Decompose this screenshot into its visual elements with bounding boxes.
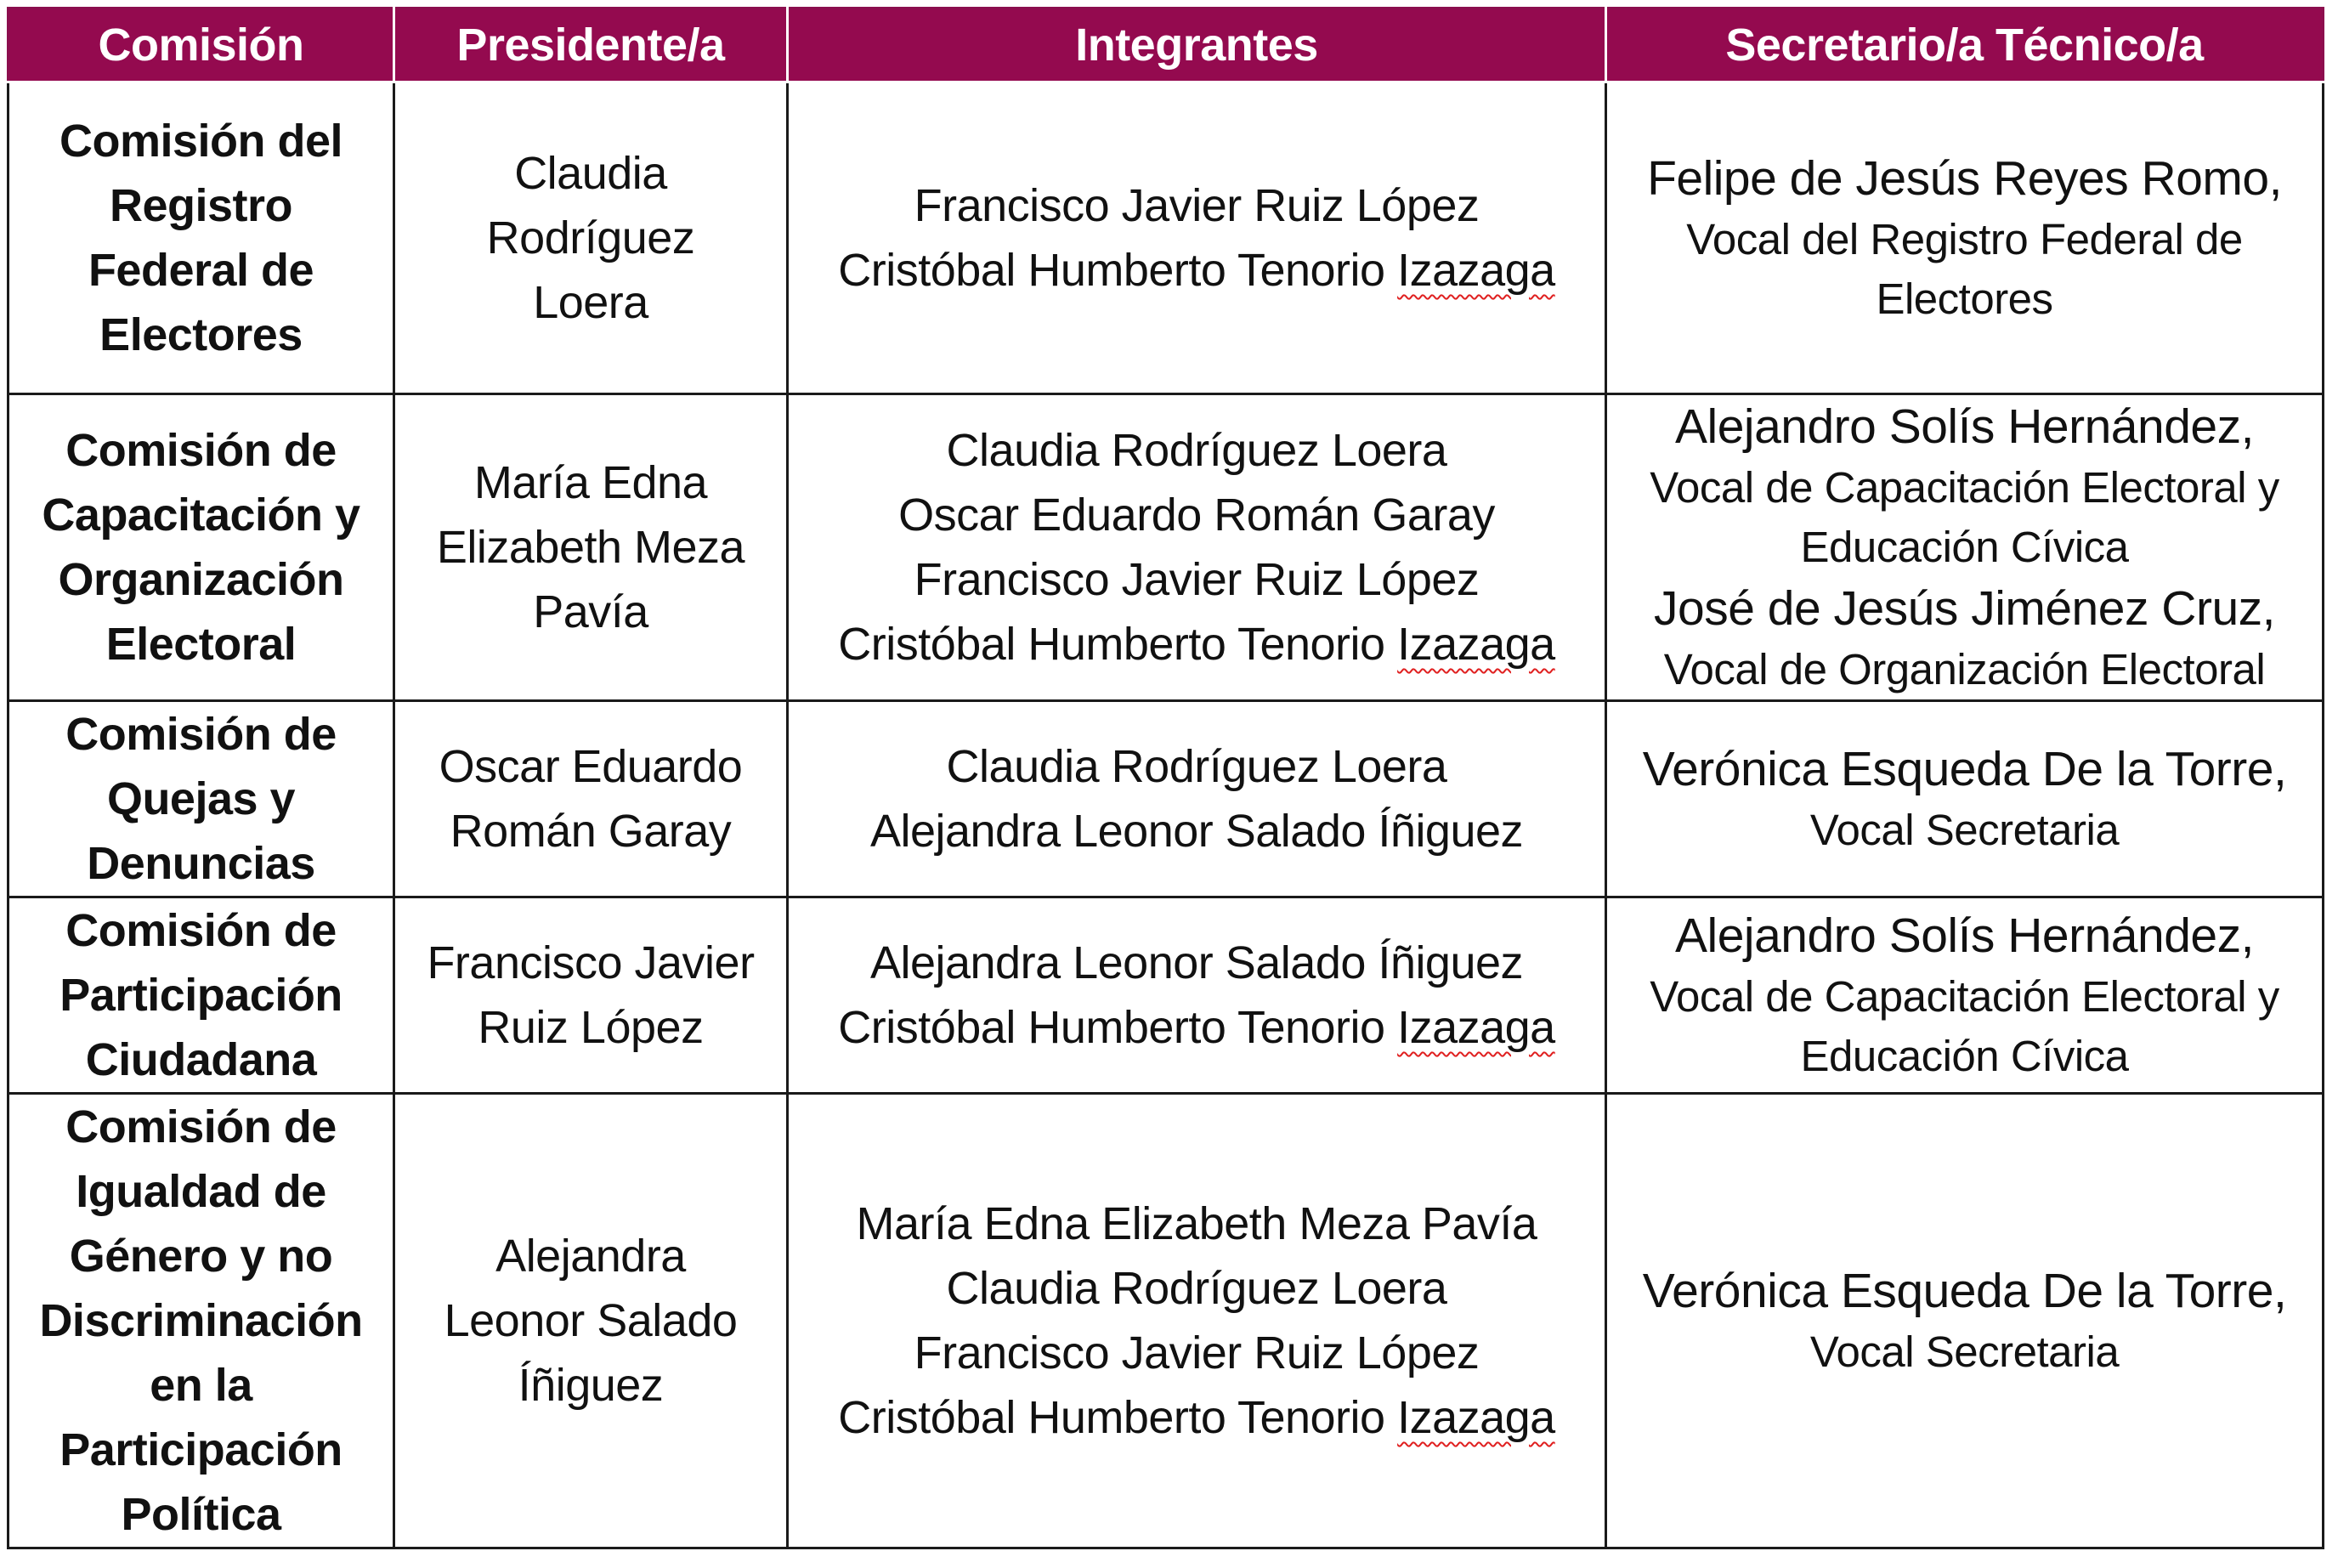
integrante-name bbox=[797, 995, 1596, 1060]
comision-name-line: Quejas y bbox=[106, 773, 296, 824]
comision-name-line: Ciudadana bbox=[85, 1034, 317, 1085]
cell-secretario bbox=[1606, 82, 2324, 394]
table-row bbox=[8, 897, 2324, 1094]
integrante-name-text: Claudia Rodríguez Loera bbox=[946, 1263, 1447, 1314]
comision-name-line: Género y no bbox=[69, 1231, 333, 1282]
integrante-name bbox=[797, 1192, 1596, 1256]
integrante-name-text: Alejandra Leonor Salado Íñiguez bbox=[869, 937, 1524, 988]
cell-comision bbox=[8, 82, 394, 394]
cell-presidente bbox=[394, 701, 788, 897]
integrante-name-text: Cristóbal Humberto Tenorio bbox=[838, 245, 1398, 296]
cell-secretario bbox=[1606, 1094, 2324, 1548]
cell-presidente bbox=[394, 897, 788, 1094]
secretario-role: Vocal de Capacitación Electoral y bbox=[1650, 463, 2279, 512]
secretario-role: Educación Cívica bbox=[1800, 523, 2129, 571]
integrante-name bbox=[797, 483, 1596, 547]
integrante-name-text: Cristóbal Humberto Tenorio bbox=[838, 1392, 1398, 1443]
comision-name-line: Comisión de bbox=[65, 1101, 337, 1152]
table-row bbox=[8, 1094, 2324, 1548]
spellcheck-flagged-word: Izazaga bbox=[1397, 245, 1555, 296]
presidente-name-line: Loera bbox=[533, 277, 648, 328]
cell-comision bbox=[8, 394, 394, 701]
table-row bbox=[8, 701, 2324, 897]
presidente-name-line: Oscar Eduardo bbox=[439, 741, 743, 792]
spellcheck-flagged-word: Izazaga bbox=[1397, 619, 1555, 670]
spellcheck-flagged-word: Izazaga bbox=[1397, 1002, 1555, 1053]
integrante-name-text: Claudia Rodríguez Loera bbox=[946, 741, 1447, 792]
presidente-name-line: Pavía bbox=[533, 586, 648, 637]
integrante-name bbox=[797, 418, 1596, 483]
comision-name-line: Comisión de bbox=[65, 709, 337, 760]
secretario-name: Alejandro Solís Hernández, bbox=[1675, 909, 2254, 963]
header-presidente: Presidente/a bbox=[394, 8, 788, 82]
comision-name-line: Participación bbox=[59, 1424, 342, 1475]
integrante-name-text: Cristóbal Humberto Tenorio bbox=[838, 619, 1398, 670]
table-row bbox=[8, 82, 2324, 394]
integrante-name-text: Francisco Javier Ruiz López bbox=[914, 1327, 1480, 1378]
secretario-role: Educación Cívica bbox=[1800, 1032, 2129, 1080]
cell-presidente bbox=[394, 82, 788, 394]
integrante-name-text: Francisco Javier Ruiz López bbox=[914, 554, 1480, 605]
comisiones-table bbox=[7, 7, 2324, 1549]
integrante-name-text: Cristóbal Humberto Tenorio bbox=[838, 1002, 1398, 1053]
secretario-name: Verónica Esqueda De la Torre, bbox=[1642, 1264, 2287, 1318]
integrante-name bbox=[797, 799, 1596, 863]
integrante-name bbox=[797, 547, 1596, 612]
presidente-name-line: Íñiguez bbox=[518, 1360, 664, 1411]
integrante-name bbox=[797, 1321, 1596, 1385]
comision-name-line: Participación bbox=[59, 970, 342, 1021]
cell-integrantes bbox=[788, 701, 1606, 897]
cell-integrantes bbox=[788, 1094, 1606, 1548]
integrante-name-text: María Edna Elizabeth Meza Pavía bbox=[856, 1198, 1537, 1249]
integrante-name bbox=[797, 1385, 1596, 1450]
table-header-row bbox=[8, 8, 2324, 82]
comision-name-line: Capacitación y bbox=[42, 490, 360, 541]
cell-integrantes bbox=[788, 897, 1606, 1094]
integrante-name-text: Francisco Javier Ruiz López bbox=[914, 180, 1480, 231]
integrante-name-text: Claudia Rodríguez Loera bbox=[946, 425, 1447, 476]
cell-presidente bbox=[394, 1094, 788, 1548]
presidente-name-line: Elizabeth Meza bbox=[436, 522, 745, 573]
comision-name-line: Igualdad de bbox=[76, 1166, 326, 1217]
integrante-name bbox=[797, 734, 1596, 799]
presidente-name-line: Claudia bbox=[514, 148, 667, 199]
integrante-name bbox=[797, 173, 1596, 238]
secretario-name: Verónica Esqueda De la Torre, bbox=[1642, 742, 2287, 796]
integrante-name-text: Oscar Eduardo Román Garay bbox=[898, 490, 1495, 541]
secretario-role: Vocal Secretaria bbox=[1809, 1327, 2120, 1376]
comision-name-line: Federal de bbox=[88, 245, 314, 296]
secretario-role: Vocal de Capacitación Electoral y bbox=[1650, 972, 2279, 1021]
comision-name-line: Comisión del bbox=[59, 116, 343, 167]
comision-name-line: Electores bbox=[99, 309, 303, 360]
integrante-name bbox=[797, 1256, 1596, 1321]
comision-name-line: Comisión de bbox=[65, 425, 337, 476]
comision-name-line: Denuncias bbox=[87, 838, 315, 889]
table-row bbox=[8, 394, 2324, 701]
cell-secretario bbox=[1606, 897, 2324, 1094]
secretario-role: Vocal de Organización Electoral bbox=[1663, 645, 2266, 693]
comision-name-line: Registro bbox=[109, 180, 293, 231]
cell-presidente bbox=[394, 394, 788, 701]
presidente-name-line: Ruiz López bbox=[478, 1002, 704, 1053]
presidente-name-line: Leonor Salado bbox=[444, 1295, 738, 1346]
cell-integrantes bbox=[788, 394, 1606, 701]
integrante-name-text: Alejandra Leonor Salado Íñiguez bbox=[869, 806, 1524, 857]
cell-secretario bbox=[1606, 701, 2324, 897]
presidente-name-line: Rodríguez bbox=[486, 212, 695, 263]
secretario-name: Felipe de Jesús Reyes Romo, bbox=[1647, 151, 2282, 206]
secretario-role: Electores bbox=[1876, 275, 2053, 323]
header-comision: Comisión bbox=[8, 8, 394, 82]
comision-name-line: Comisión de bbox=[65, 905, 337, 956]
cell-comision bbox=[8, 1094, 394, 1548]
cell-comision bbox=[8, 701, 394, 897]
integrante-name bbox=[797, 931, 1596, 995]
comision-name-line: Organización bbox=[58, 554, 344, 605]
secretario-name: Alejandro Solís Hernández, bbox=[1675, 399, 2254, 454]
integrante-name bbox=[797, 238, 1596, 303]
header-integrantes: Integrantes bbox=[788, 8, 1606, 82]
integrante-name bbox=[797, 612, 1596, 676]
comision-name-line: en la bbox=[150, 1360, 252, 1411]
comisiones-table-container bbox=[7, 7, 2322, 1549]
secretario-role: Vocal del Registro Federal de bbox=[1686, 215, 2243, 263]
presidente-name-line: Francisco Javier bbox=[427, 937, 755, 988]
presidente-name-line: María Edna bbox=[473, 457, 708, 508]
spellcheck-flagged-word: Izazaga bbox=[1397, 1392, 1555, 1443]
presidente-name-line: Alejandra bbox=[495, 1231, 686, 1282]
cell-integrantes bbox=[788, 82, 1606, 394]
secretario-role: Vocal Secretaria bbox=[1809, 806, 2120, 854]
comision-name-line: Política bbox=[121, 1489, 281, 1540]
cell-comision bbox=[8, 897, 394, 1094]
table-body bbox=[8, 82, 2324, 1548]
comision-name-line: Electoral bbox=[105, 619, 297, 670]
secretario-name: José de Jesús Jiménez Cruz, bbox=[1654, 581, 2275, 636]
header-secretario: Secretario/a Técnico/a bbox=[1606, 8, 2324, 82]
cell-secretario bbox=[1606, 394, 2324, 701]
presidente-name-line: Román Garay bbox=[450, 806, 732, 857]
comision-name-line: Discriminación bbox=[39, 1295, 363, 1346]
